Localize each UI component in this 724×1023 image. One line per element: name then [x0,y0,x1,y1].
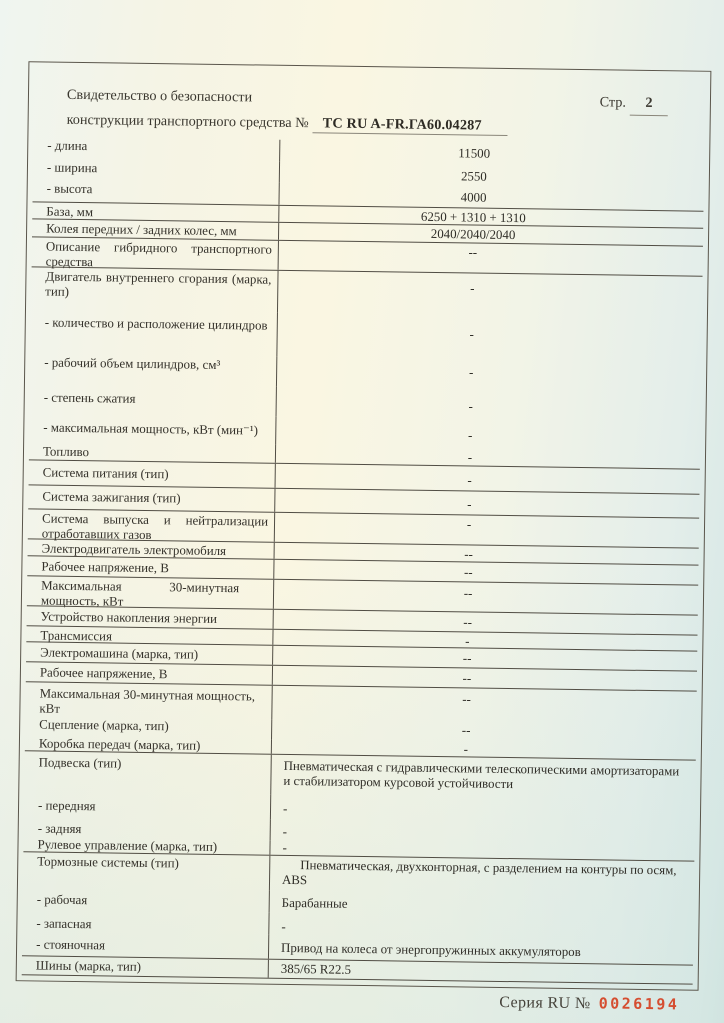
row-label: - запасная [36,916,92,932]
certificate-title-line1: Свидетельство о безопасности [66,86,253,106]
series-line [499,993,679,1015]
row-label: Трансмиссия [40,628,113,644]
row-label: Коробка передач (марка, тип) [38,736,201,753]
row-value: -- [273,560,698,585]
row-value: - [271,740,696,760]
certificate-number: ТС RU A-FR.ГА60.04287 [313,115,508,136]
row-label: - максимальная мощность, кВт (мин⁻¹) [43,420,259,438]
row-label: Рабочее напряжение, В [41,559,169,576]
row-label: База, мм [46,204,94,220]
row-label: - степень сжатия [43,390,136,406]
row-label: Электродвигатель электромобиля [41,541,227,559]
row-value: - [275,445,700,469]
page-label: Стр. [599,94,627,111]
row-value: - [275,464,700,494]
row-value: - [272,630,697,651]
row-value: -- [273,580,698,615]
row-value: 385/65 R22.5 [268,960,693,984]
row-label: Рулевое управление (марка, тип) [37,837,218,854]
series-number: 0026194 [598,994,680,1014]
row-value: Барабанные [269,891,694,919]
row-label: Электромашина (марка, тип) [40,645,199,662]
row-value: 4000 [278,183,703,211]
row-label: - количество и расположение цилиндров [44,315,268,333]
row-label: - передняя [37,798,96,814]
row-label: - рабочий объем цилиндров, см³ [44,355,221,372]
row-value: -- [272,666,697,691]
row-value: - [277,271,703,319]
page-indicator [599,90,668,116]
series-label: Серия RU № [499,993,591,1013]
row-value: - [270,795,695,826]
row-label: Система зажигания (тип) [42,489,181,506]
row-value: -- [272,646,697,671]
row-label: - рабочая [36,892,88,908]
row-value: 2550 [279,162,704,189]
row-value: -- [278,241,703,276]
row-value: -- [274,543,699,565]
row-value: - [276,313,702,363]
certificate-title-line2: конструкции транспортного средства № [66,111,309,132]
row-value: 11500 [279,140,704,168]
row-label: - задняя [37,821,82,837]
row-label: Устройство накопления энергии [40,609,218,626]
row-value: - [270,820,695,847]
row-value: - [275,417,700,451]
row-value: -- [273,610,698,635]
row-value: Пневматическая, двухконторная, с разделением на контуры по осям, ABS [269,856,694,897]
row-label: - длина [47,138,88,154]
row-value: - [276,387,701,423]
row-value: - [276,357,701,393]
row-value: -- [271,720,696,746]
row-value: Пневматическая с гидравлическими телескопическими амортизаторами и стабилизатором курсовой устойчивости [270,755,696,801]
row-label: - стояночная [36,937,106,953]
certificate-header [66,83,696,141]
row-value: - [274,513,699,548]
row-value: 2040/2040/2040 [278,223,703,246]
row-label: Максимальная 30-минутная мощность, кВт [39,686,256,716]
row-value: Привод на колеса от энергопружинных аккумуляторов [268,935,693,965]
page-number: 2 [630,91,668,117]
row-label: Подвеска (тип) [38,755,122,771]
spec-table [22,136,705,984]
row-label: Система выпуска и нейтрализации отработавших газов [41,511,269,542]
row-value: - [274,489,699,518]
certificate-page [16,61,712,1014]
row-label: Сцепление (марка, тип) [39,717,169,734]
row-label: Максимальная 30-минутная мощность, кВт [40,578,240,609]
row-label: Топливо [42,444,90,460]
row-value: - [269,841,694,861]
row-label: - ширина [46,160,98,176]
row-label: Система питания (тип) [42,465,169,482]
row-label: Колея передних / задних колес, мм [46,221,237,239]
row-label: Шины (марка, тип) [35,958,142,974]
row-value: -- [271,686,696,726]
row-label: - высота [46,181,93,197]
row-label: Тормозные системы (тип) [37,854,179,871]
row-label: Описание гибридного транспортного средства [45,239,272,269]
row-value: - [268,913,693,941]
row-label: Рабочее напряжение, В [39,665,168,682]
row-label: Двигатель внутреннего сгорания (марка, тип) [45,269,272,299]
row-value: 6250 + 1310 + 1310 [278,206,703,228]
